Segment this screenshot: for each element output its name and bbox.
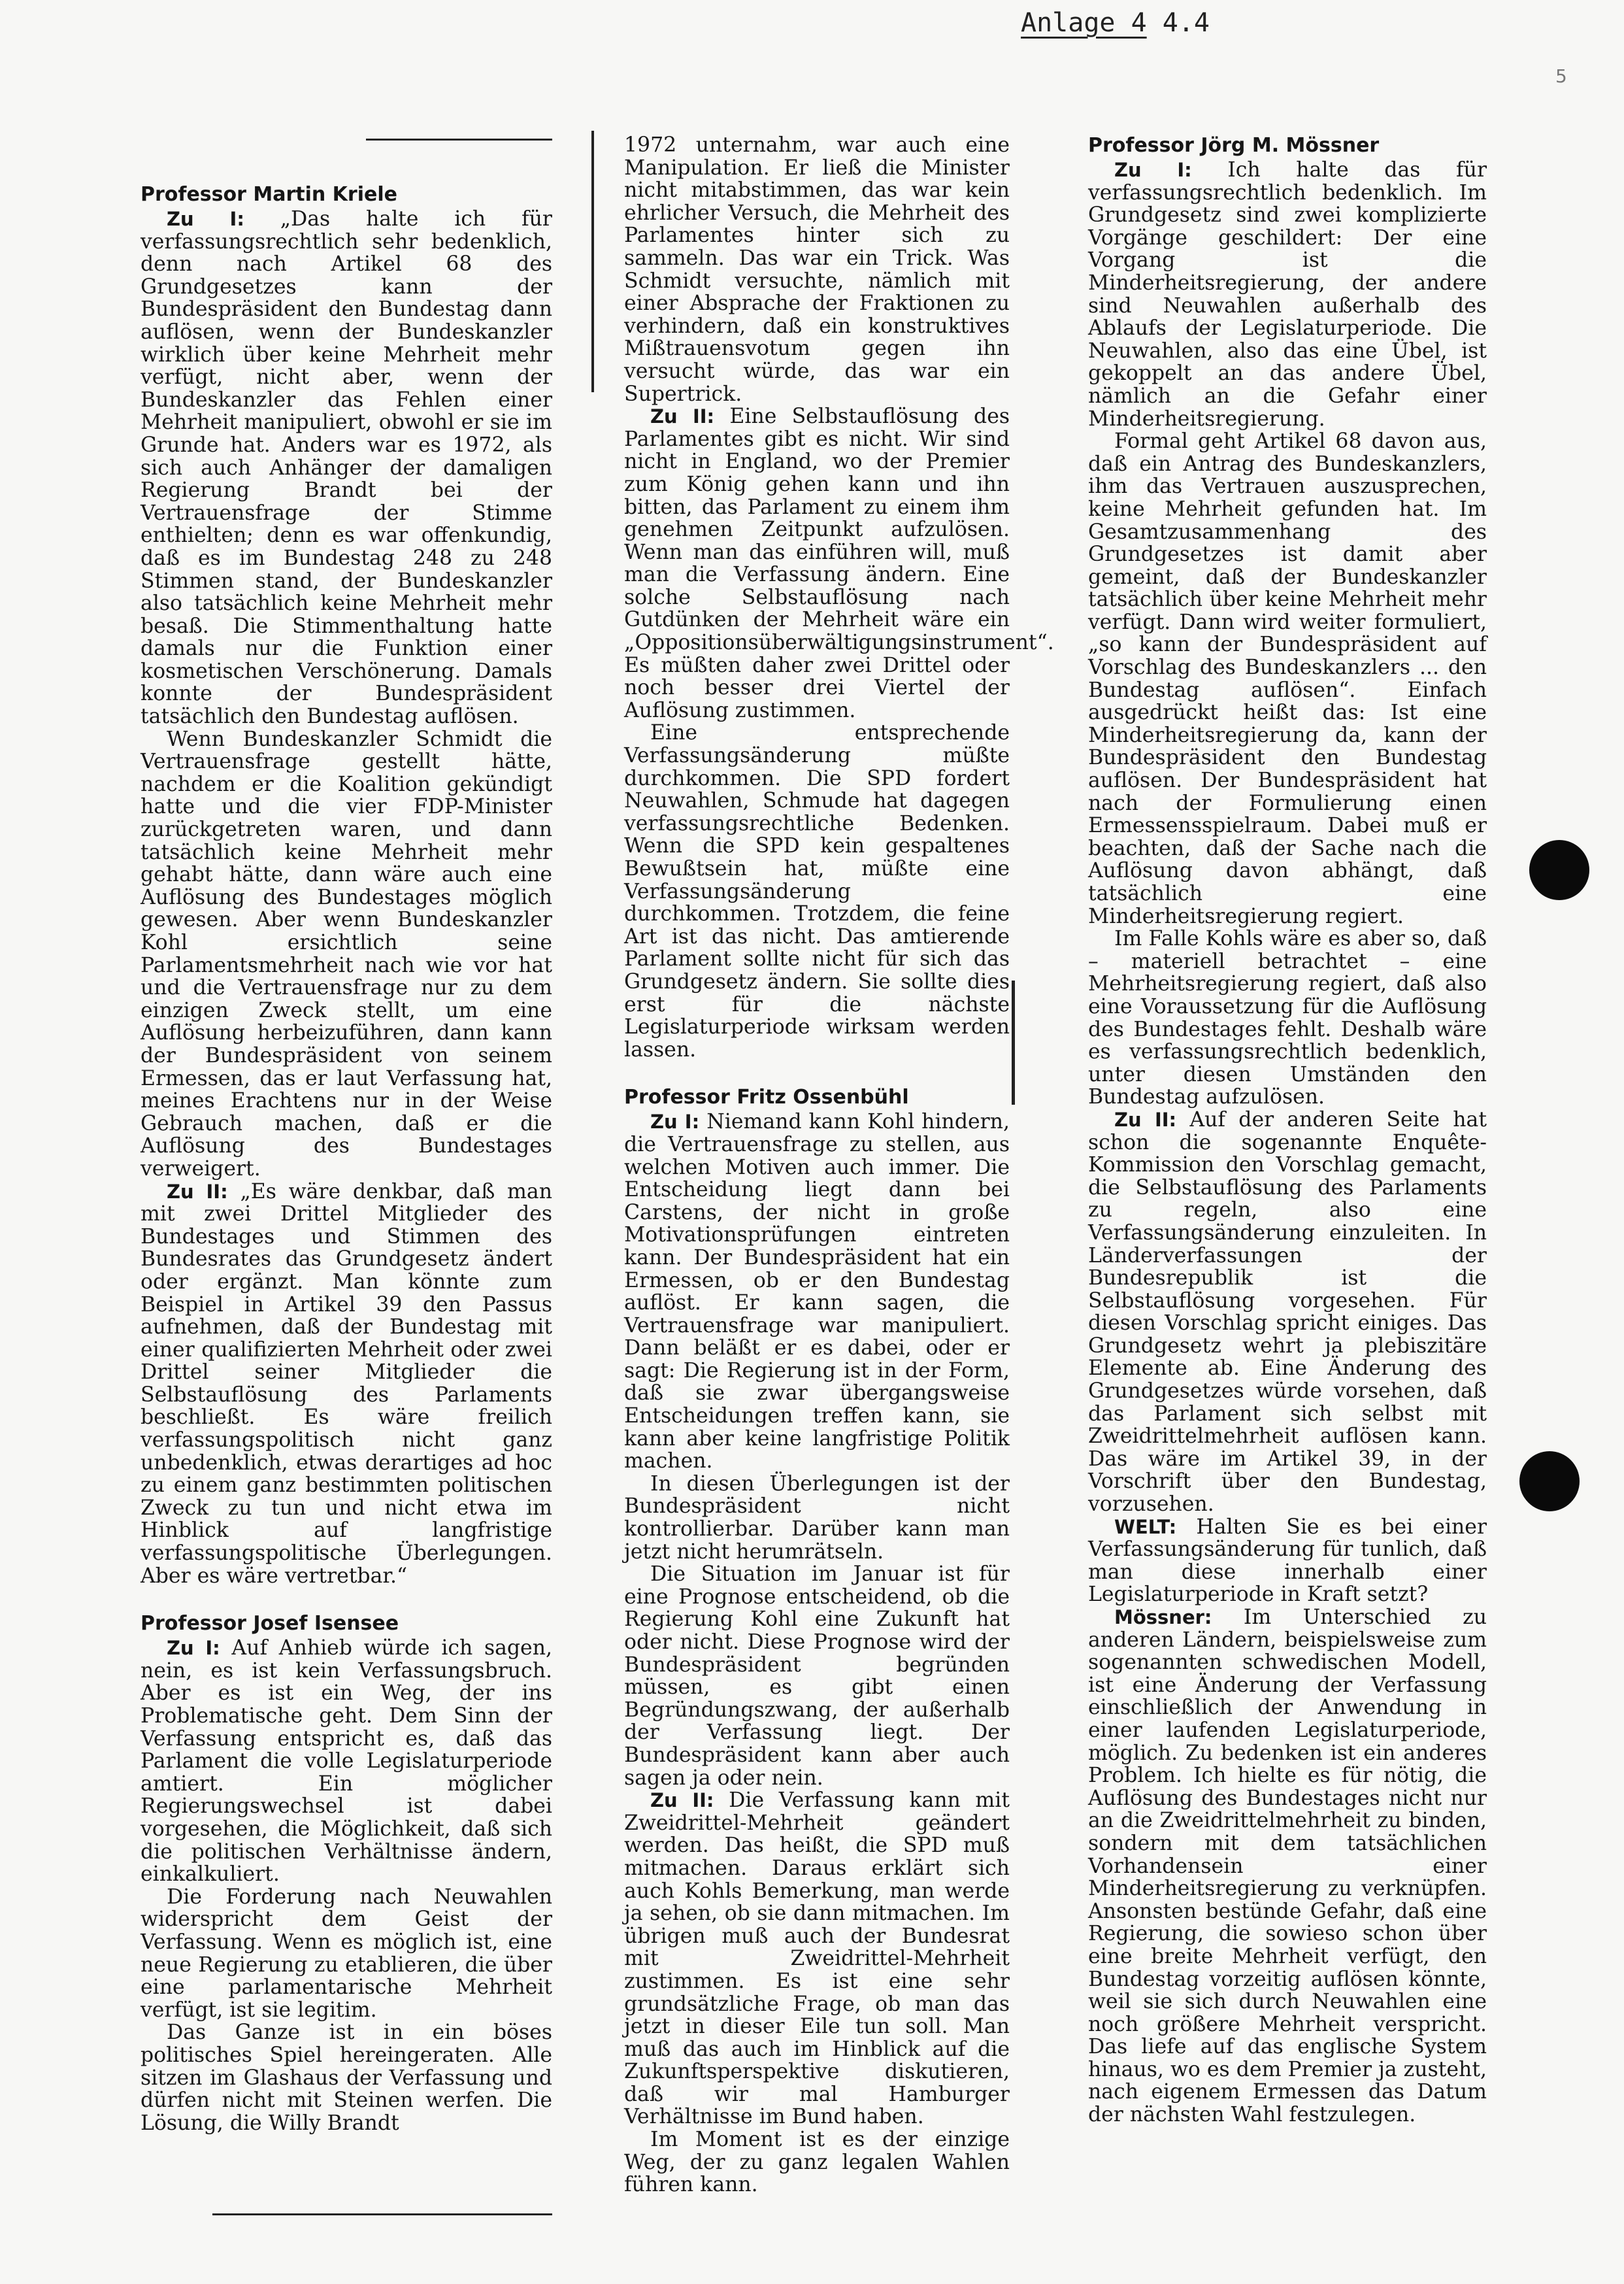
moe-4-text: Auf der anderen Seite hat schon die sogenannte Enquête-Kommission den Vorschlag gemacht, die Selbstauflösung des Parlaments zu regeln, also eine Verfassungsänderung einzuleiten. In Länderverfassungen der Bundesrepublik ist die Selbstauflösung vorgesehen. Für diesen Vorschlag spricht einiges. Das Grundgesetz wehrt ja plebiszitäre Elemente ab. Eine Änderung des Grundgesetzes würde vorsehen, daß das Parlament sich selbst mit Zweidrittelmehrheit auflösen kann. Das wäre im Artikel 39, in der Vorschrift über den Bundestag, vorzusehen. [1088, 1107, 1487, 1517]
isensee-1-lead: Zu I: [167, 1637, 220, 1660]
oss-paragraph-3: Die Situation im Januar ist für eine Prognose entscheidend, ob die Regierung Kohl eine Zukunft hat oder nicht. Diese Prognose wird der Bundespräsident begründen müssen, es gibt einen Begründungszwang, der außerhalb der Verfassung liegt. Der Bundespräsident kann aber auch sagen ja oder nein. [624, 1562, 1010, 1790]
oss-4-text: Die Verfassung kann mit Zweidrittel-Mehrheit geändert werden. Das heißt, die SPD muß mitmachen. Daraus erklärt sich auch Kohls Bemerkung, man werde ja sehen, ob sie dann mitmachen. Im übrigen muß auch der Bundesrat mit Zweidrittel-Mehrheit zustimmen. Es ist eine sehr grundsätzliche Frage, ob man das jetzt in dieser Eile tun soll. Man muß das auch im Hinblick auf die Zukunftsperspektive diskutieren, daß wir mal Hamburger Verhältnisse im Bund haben. [624, 1789, 1010, 2129]
moe-5-text: Im Unterschied zu anderen Ländern, beispielsweise zum sogenannten schwedischen Modell, ist eine Änderung der Verfassung einschließlich der Anwendung in einer laufenden Legislaturperiode, möglich. Zu bedenken ist ein anderes Problem. Ich hielte es für nötig, die Auflösung des Bundestages nicht nur an die Zweidrittelmehrheit zu binden, sondern mit dem tatsächlichen Vorhandensein einer Minderheitsregierung zu verknüpfen. Ansonsten bestünde Gefahr, daß eine Regierung, die sowieso schon über eine breite Mehrheit verfügt, den Bundestag vorzeitig auflösen könnte, weil sie sich durch Neuwahlen eine noch größere Mehrheit verspricht. Das liefe auf das englische System hinaus, wo es dem Premier ja zusteht, nach eigenem Ermessen das Datum der nächsten Wahl festzulegen. [1088, 1605, 1487, 2127]
welt-text: Halten Sie es bei einer Verfassungsänderung für tunlich, daß man diese innerhalb einer Legislaturperiode in Kraft setzt? [1088, 1515, 1487, 1607]
moe-4-lead: Zu II: [1114, 1108, 1177, 1131]
heading-ossenbuehl: Professor Fritz Ossenbühl [624, 1086, 909, 1109]
isensee-paragraph-1 [141, 1637, 552, 1886]
isensee-5-lead: Zu II: [650, 405, 715, 428]
kriele-1-text: „Das halte ich für verfassungsrechtlich sehr bedenklich, denn nach Artikel 68 des Grundgesetzes kann der Bundespräsident den Bundestag dann auflösen, wenn der Bundeskanzler wirklich über keine Mehrheit mehr verfügt, nicht aber, wenn der Bundeskanzler das Fehlen einer Mehrheit manipuliert, obwohl er sie im Grunde hat. Anders war es 1972, als sich auch Anhänger der damaligen Regierung Brandt bei der Vertrauensfrage der Stimme enthielten; denn es war offenkundig, daß es im Bundestag 248 zu 248 Stimmen stand, der Bundeskanzler also tatsächlich keine Mehrheit mehr besaß. Die Stimmenthaltung hatte damals nur die Funktion einer kosmetischen Verschönerung. Damals konnte der Bundespräsident tatsächlich den Bundestag auflösen. [141, 207, 552, 729]
spacer [624, 1061, 1010, 1086]
isensee-paragraph-3: Das Ganze ist in ein böses politisches Spiel hereingeraten. Alle sitzen im Glashaus der Verfassung und dürfen nicht mit Steinen werfen. Die Lösung, die Willy Brandt [141, 2021, 552, 2135]
isensee-paragraph-5 [624, 405, 1054, 722]
spacer [141, 1587, 552, 1612]
column-3 [1088, 134, 1487, 2278]
annex-number: 4.4 [1162, 8, 1210, 38]
oss-1-lead: Zu I: [650, 1111, 700, 1134]
isensee-paragraph-6: Eine entsprechende Verfassungsänderung müßte durchkommen. Die SPD fordert Neuwahlen, Schmude hat dagegen verfassungsrechtliche Bedenken. Wenn die SPD kein gespaltenes Bewußtsein hat, müßte eine Verfassungsänderung durchkommen. Trotzdem, die feine Art ist das nicht. Das amtierende Parlament sollte nicht für sich das Grundgesetz ändern. Sie sollte dies erst für die nächste Legislaturperiode wirksam werden lassen. [624, 721, 1010, 1062]
clipping-top-rule [366, 139, 552, 141]
moe-5-lead: Mössner: [1114, 1606, 1212, 1628]
kriele-3-lead: Zu II: [167, 1180, 228, 1203]
kriele-1-lead: Zu I: [167, 208, 244, 230]
kriele-paragraph-2: Wenn Bundeskanzler Schmidt die Vertrauensfrage gestellt hätte, nachdem er die Koalition gekündigt hatte und die vier FDP-Minister zurückgetreten waren, und dann tatsächlich keine Mehrheit mehr gehabt hätte, dann wäre auch eine Auflösung des Bundestages möglich gewesen. Aber wenn Bundeskanzler Kohl ersichtlich seine Parlamentsmehrheit nach wie vor hat und die Vertrauensfrage nur zu dem einzigen Zweck stellt, um eine Auflösung herbeizuführen, dann kann der Bundespräsident von seinem Ermessen, das er laut Verfassung hat, meines Erachtens nur in der Weise Gebrauch machen, daß er die Auflösung des Bundestages verweigert. [141, 727, 552, 1181]
moe-paragraph-3: Im Falle Kohls wäre es aber so, daß – materiell betrachtet – eine Mehrheitsregierung regiert, daß also eine Voraussetzung für die Auflösung des Bundestages fehlt. Deshalb wäre es verfassungsrechtlich bedenklich, unter diesen Umständen den Bundestag aufzulösen. [1088, 927, 1487, 1109]
heading-kriele: Professor Martin Kriele [141, 183, 397, 206]
moe-paragraph-2: Formal geht Artikel 68 davon aus, daß ein Antrag des Bundeskanzlers, ihm das Vertrauen auszusprechen, keine Mehrheit gefunden hat. Im Gesamtzusammenhang des Grundgesetzes ist damit aber gemeint, daß der Bundeskanzler tatsächlich über keine Mehrheit mehr verfügt. Dann wird weiter formuliert, „so kann der Bundespräsident auf Vorschlag des Bundeskanzlers ... den Bundestag auflösen“. Einfach ausgedrückt heißt das: Ist eine Minderheitsregierung da, kann der Bundespräsident den Bundestag auflösen. Der Bundespräsident hat nach der Formulierung einen Ermessensspielraum. Dabei muß er beachten, daß der Sache nach die Auflösung davon abhängt, daß tatsächlich eine Minderheitsregierung regiert. [1088, 429, 1487, 928]
oss-paragraph-5: Im Moment ist es der einzige Weg, der zu ganz legalen Wahlen führen kann. [624, 2128, 1010, 2197]
column-1 [141, 183, 552, 2249]
oss-paragraph-2: In diesen Überlegungen ist der Bundespräsident nicht kontrollierbar. Darüber kann man jetzt nicht herumrätseln. [624, 1471, 1010, 1564]
isensee-5-text: Eine Selbstauflösung des Parlamentes gibt es nicht. Wir sind nicht in England, wo der Premier zum König gehen kann und ihn bitten, das Parlament zu einem ihm genehmen Zeitpunkt aufzulösen. Wenn man das einführen will, muß man die Verfassung ändern. Eine solche Selbstauflösung nach Gutdünken der Mehrheit wäre ein „Oppositionsüberwältigungsinstrument“. Es müßten daher zwei Drittel oder noch besser drei Viertel der Auflösung zustimmen. [624, 405, 1054, 722]
column-2 [624, 133, 1054, 2252]
column-marker-line [591, 131, 594, 392]
isensee-1-text: Auf Anhieb würde ich sagen, nein, es ist kein Verfassungsbruch. Aber es ist ein Weg, der ins Problematische geht. Dem Sinn der Verfassung entspricht es, daß das Parlament die volle Legislaturperiode amtiert. Ein möglicher Regierungswechsel ist dabei vorgesehen, die Möglichkeit, daß sich die politischen Verhältnisse ändern, einkalkuliert. [141, 1636, 552, 1887]
oss-1-text: Niemand kann Kohl hindern, die Vertrauensfrage zu stellen, aus welchen Motiven auch immer. Die Entscheidung liegt dann bei Carstens, der nicht in große Motivationsprüfungen eintreten kann. Der Bundespräsident hat ein Ermessen, ob er den Bundestag auflöst. Er kann sagen, die Vertrauensfrage war manipuliert. Dann beläßt er es dabei, oder er sagt: Die Regierung ist in der Form, daß sie zwar übergangsweise Entscheidungen treffen kann, sie kann aber keine langfristige Politik machen. [624, 1110, 1010, 1473]
moe-1-text: Ich halte das für verfassungsrechtlich bedenklich. Im Grundgesetz sind zwei komplizierte Vorgänge geschildert: Der eine Vorgang ist die Minderheitsregierung, der andere sind Neuwahlen außerhalb des Ablaufs der Legislaturperiode. Die Neuwahlen, also das eine Übel, ist gekoppelt an das andere Übel, nämlich an die Gefahr einer Minderheitsregierung. [1088, 158, 1487, 431]
moe-1-lead: Zu I: [1114, 159, 1192, 181]
moe-paragraph-5 [1088, 1606, 1487, 2126]
heading-isensee: Professor Josef Isensee [141, 1612, 399, 1636]
kriele-3-text: „Es wäre denkbar, daß man mit zwei Drittel Mitglieder des Bundestages und Stimmen des Bundesrates das Grundgesetz ändert oder ergänzt. Man könnte zum Beispiel in Artikel 39 den Passus aufnehmen, daß der Bundestag mit einer qualifizierten Mehrheit oder zwei Drittel seiner Mitglieder die Selbstauflösung des Parlaments beschließt. Es wäre freilich verfassungspolitisch nicht ganz unbedenklich, etwas derartiges ad hoc zu einem ganz bestimmten politischen Zweck zu tun und nicht etwa im Hinblick auf langfristige verfassungspolitische Überlegungen. Aber es wäre vertretbar.“ [141, 1179, 552, 1588]
corner-mark: 5 [1555, 65, 1567, 87]
heading-moessner: Professor Jörg M. Mössner [1088, 134, 1380, 157]
moe-paragraph-1 [1088, 159, 1487, 430]
oss-4-lead: Zu II: [650, 1789, 714, 1812]
isensee-paragraph-2: Die Forderung nach Neuwahlen widerspricht dem Geist der Verfassung. Wenn es möglich ist, eine neue Regierung zu etablieren, die über eine parlamentarische Mehrheit verfügt, ist sie legitim. [141, 1885, 552, 2022]
welt-lead: WELT: [1114, 1515, 1177, 1538]
oss-paragraph-4 [624, 1789, 1010, 2128]
kriele-paragraph-3 [141, 1181, 552, 1588]
annex-title: Anlage 4 [1021, 8, 1147, 38]
kriele-paragraph-1 [141, 208, 552, 728]
welt-question [1088, 1516, 1487, 1606]
column-marker-line-2 [1012, 981, 1015, 1105]
isensee-paragraph-4: 1972 unternahm, war auch eine Manipulation. Er ließ die Minister nicht mitabstimmen, das war kein ehrlicher Versuch, die Mehrheit des Parlamentes hinter sich zu sammeln. Das war ein Trick. Was Schmidt versuchte, nämlich mit einer Absprache der Fraktionen zu verhindern, daß ein konstruktives Mißtrauensvotum gegen ihn versucht würde, das war ein Supertrick. [624, 133, 1010, 406]
moe-paragraph-4 [1088, 1109, 1487, 1516]
punch-hole-bottom [1519, 1451, 1580, 1511]
annex-label [1021, 8, 1210, 38]
oss-paragraph-1 [624, 1111, 1010, 1473]
punch-hole-top [1529, 840, 1589, 900]
